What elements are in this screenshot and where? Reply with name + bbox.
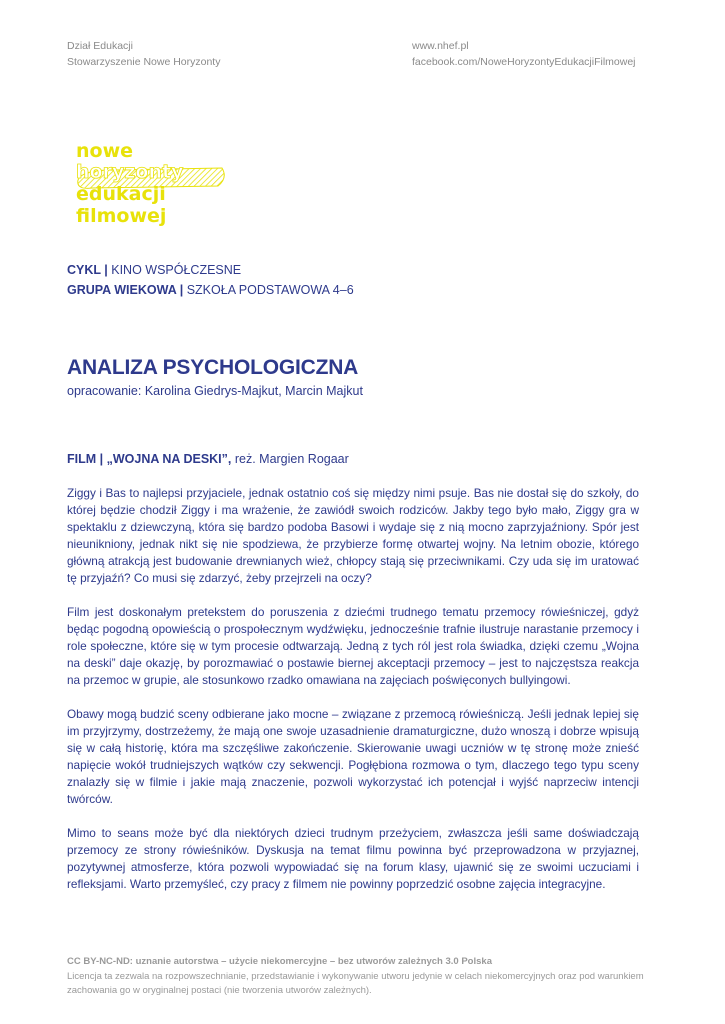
- header-left: [67, 38, 220, 70]
- logo-line-4: filmowej: [76, 205, 167, 227]
- header-facebook-link[interactable]: facebook.com/NoweHoryzontyEdukacjiFilmowej: [412, 56, 636, 68]
- logo: [72, 138, 232, 233]
- header-organization: Stowarzyszenie Nowe Horyzonty: [67, 56, 221, 68]
- license-text: Licencja ta zezwala na rozpowszechnianie, przedstawianie i wykonywanie utworu jedynie w celach niekomercyjnych oraz pod warunkiem zachowania go w oryginalnej postaci (nie tworzenia utworów zależnych).: [67, 970, 644, 996]
- page-title: ANALIZA PSYCHOLOGICZNA: [67, 356, 359, 379]
- film-title: FILM | „WOJNA NA DESKI”,: [67, 452, 232, 466]
- meta-cycle: [67, 263, 241, 277]
- paragraph: Film jest doskonałym pretekstem do poruszenia z dziećmi trudnego tematu przemocy rówieśniczej, gdyż będąc pogodną opowieścią o prospołecznym wydźwięku, jednocześnie trafnie ilustruje narastanie przemocy i role społeczne, które się w tym procesie odtwarzają. Jedną z tych ról jest rola świadka, dzięki czemu „Wojna na deski” daje okazję, by porozmawiać o postawie biernej akceptacji przemocy – jest to najczęstsza reakcja na przemoc w grupie, ale stosunkowo rzadko omawiana na zajęciach poświęconych bullyingowi.: [67, 605, 639, 687]
- meta-cycle-value: KINO WSPÓŁCZESNE: [111, 263, 242, 277]
- logo-line-1: nowe: [76, 140, 134, 162]
- paragraph: Obawy mogą budzić sceny odbierane jako mocne – związane z przemocą rówieśniczą. Jeśli jednak lepiej się im przyjrzymy, dostrzeżemy, że mają one swoje uzasadnienie dramaturgiczne, dużo wnoszą i dobrze wpisują się w całą historię, która ma szczęśliwe zakończenie. Skierowanie uwagi uczniów w tę stronę może znieść napięcie wokół trudniejszych wątków czy sekwencji. Pogłębiona rozmowa o tym, dlaczego tego typu sceny znalazły się w filmie i jakie mają znaczenie, pozwoli wykorzystać ich potencjał i wyjść naprzeciw intencji twórców.: [67, 707, 639, 806]
- license-footer: [67, 955, 657, 999]
- meta-age-group: [67, 283, 354, 297]
- body-text: [67, 485, 639, 910]
- logo-line-3: edukacji: [76, 183, 166, 205]
- author-line: opracowanie: Karolina Giedrys-Majkut, Marcin Majkut: [67, 384, 363, 398]
- logo-line-2: horyzonty: [76, 161, 184, 183]
- license-title: CC BY-NC-ND: uznanie autorstwa – użycie niekomercyjne – bez utworów zależnych 3.0 Polska: [67, 956, 492, 967]
- header-website-link[interactable]: www.nhef.pl: [412, 40, 469, 52]
- paragraph: Mimo to seans może być dla niektórych dzieci trudnym przeżyciem, zwłaszcza jeśli same doświadczają przemocy ze strony rówieśników. Dyskusja na temat filmu powinna być przeprowadzona w przyjaznej, pozytywnej atmosferze, która pozwoli wypowiadać się na forum klasy, ujawnić się ze swoimi uczuciami i refleksjami. Warto przemyśleć, czy pracy z filmem nie powinny poprzedzić osobne zajęcia integracyjne.: [67, 826, 639, 891]
- paragraph: Ziggy i Bas to najlepsi przyjaciele, jednak ostatnio coś się między nimi psuje. Bas nie dostał się do szkoły, do której będzie chodził Ziggy i ma wrażenie, że zawiódł swoich rodziców. Jakby tego było mało, Ziggy gra w spektaklu z dziewczyną, która się bardzo podoba Basowi i wydaje się z nią mocno zaprzyjaźniony. Spór jest nieunikniony, jednak nikt się nie spodziewa, że przybierze formę otwartej wojny. Na letnim obozie, którego główną atrakcją jest budowanie drewnianych wież, chłopcy stają się przeciwnikami. Czy uda się im uratować tę przyjaźń? Co musi się zdarzyć, żeby przejrzeli na oczy?: [67, 486, 639, 585]
- film-director: reż. Margien Rogaar: [231, 452, 349, 466]
- header-department: Dział Edukacji: [67, 40, 133, 52]
- header-right: [412, 38, 636, 70]
- meta-age-group-value: SZKOŁA PODSTAWOWA 4–6: [186, 283, 354, 297]
- meta-cycle-label: CYKL |: [67, 263, 112, 277]
- meta-age-group-label: GRUPA WIEKOWA |: [67, 283, 187, 297]
- film-line: [67, 452, 349, 466]
